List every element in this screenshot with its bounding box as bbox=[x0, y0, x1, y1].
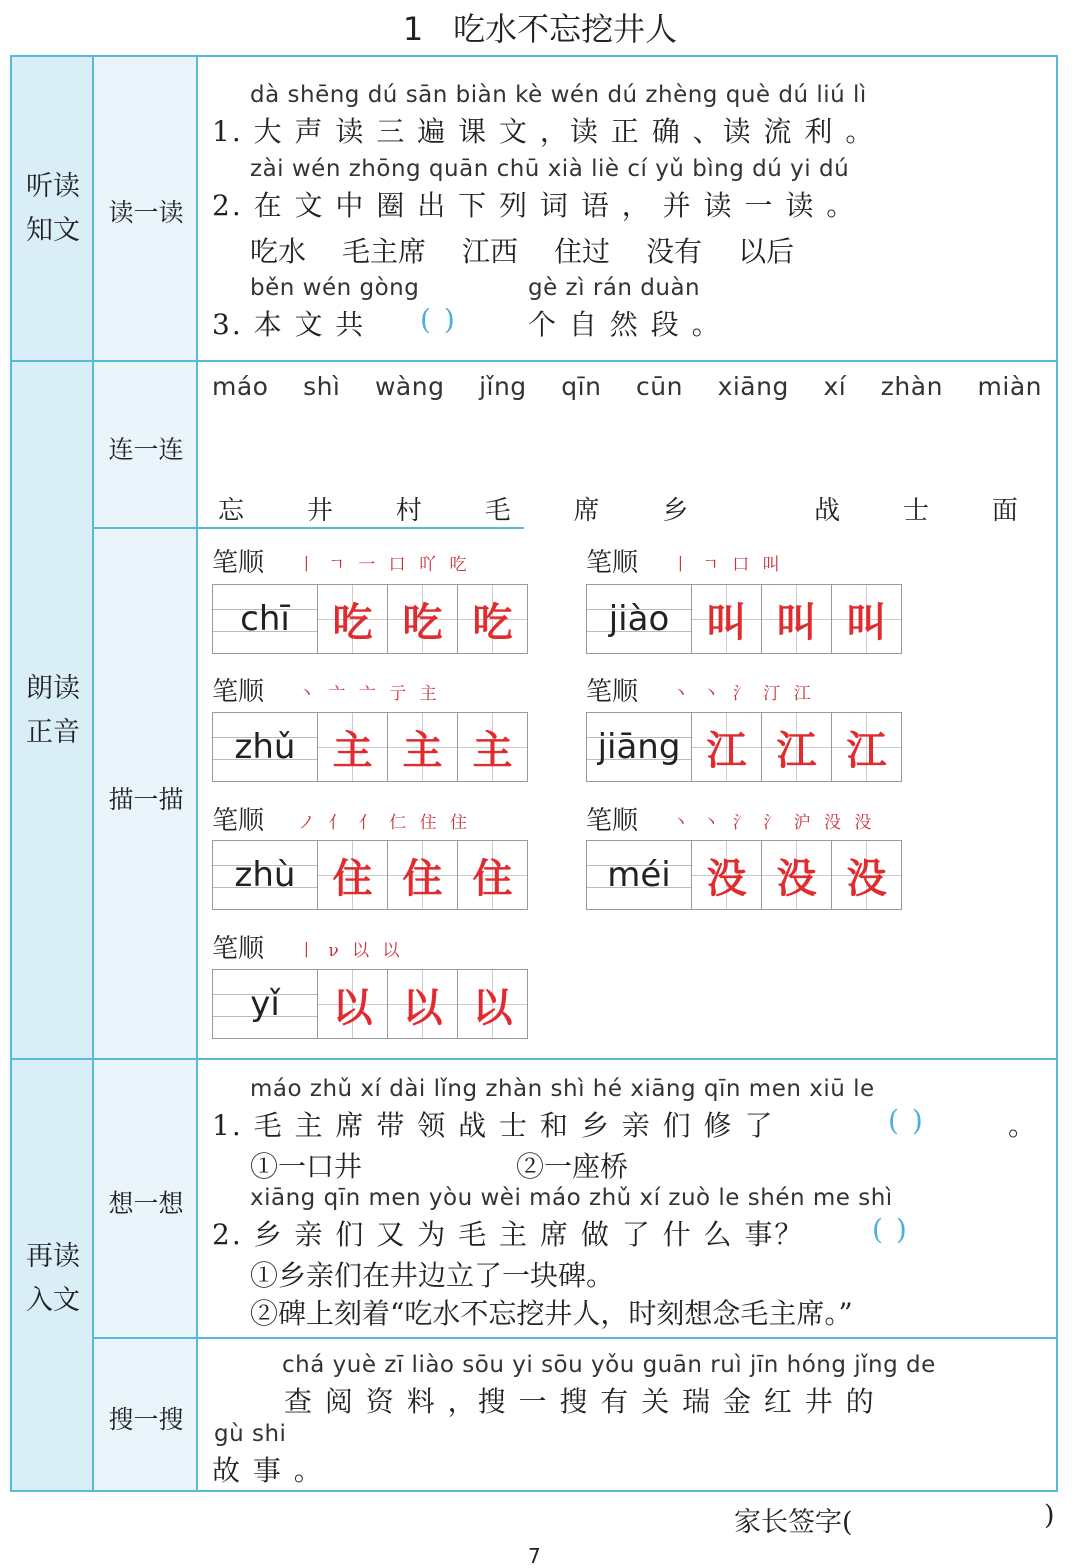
trace-char[interactable]: 住 bbox=[388, 841, 458, 909]
connect-pinyin[interactable]: miàn bbox=[977, 372, 1042, 401]
stroke-sequence: 丨 ν 以 以 bbox=[298, 941, 404, 961]
stroke-sequence: 丶 丶 氵 汀 江 bbox=[672, 684, 815, 704]
page-title bbox=[0, 4, 1080, 50]
stroke-label: 笔顺 bbox=[212, 548, 265, 578]
q2-pinyin: zài wén zhōng quān chū xià liè cí yǔ bìng dú yi dú bbox=[250, 156, 850, 182]
trace-char[interactable]: 住 bbox=[458, 841, 527, 909]
connect-pinyin[interactable]: xiāng bbox=[717, 372, 789, 401]
think-q1-blank[interactable]: ( ) bbox=[888, 1104, 925, 1137]
lesson-title: 吃水不忘挖井人 bbox=[453, 10, 678, 48]
connect-char[interactable]: 乡 bbox=[662, 496, 689, 526]
trace-char[interactable]: 吃 bbox=[458, 585, 527, 653]
trace-char[interactable]: 叫 bbox=[762, 585, 832, 653]
think-q2-text: 2. 乡 亲 们 又 为 毛 主 席 做 了 什 么 事？ bbox=[212, 1218, 805, 1251]
activity-column bbox=[94, 57, 198, 1490]
trace-pinyin: zhù bbox=[213, 841, 318, 909]
trace-char[interactable]: 江 bbox=[832, 713, 901, 781]
connect-char-row bbox=[218, 490, 1018, 527]
trace-char[interactable]: 吃 bbox=[318, 585, 388, 653]
think-q2-option-1[interactable]: ①乡亲们在井边立了一块碑。 bbox=[250, 1259, 615, 1292]
trace-char[interactable]: 主 bbox=[458, 713, 527, 781]
activity-search: 搜一搜 bbox=[108, 1405, 184, 1434]
trace-char[interactable]: 主 bbox=[388, 713, 458, 781]
word-item[interactable]: 住过 bbox=[554, 235, 611, 268]
connect-char[interactable]: 忘 bbox=[218, 496, 245, 526]
q3-text-b: 个 自 然 段 。 bbox=[528, 308, 722, 341]
think-q1-pinyin: máo zhǔ xí dài lǐng zhàn shì hé xiāng qīn men xiū le bbox=[250, 1076, 875, 1102]
connect-pinyin[interactable]: wàng bbox=[374, 372, 445, 401]
trace-grid bbox=[212, 969, 528, 1039]
section-label-pronounce: 朗读 正音 bbox=[26, 673, 80, 748]
trace-char[interactable]: 吃 bbox=[388, 585, 458, 653]
trace-char[interactable]: 以 bbox=[318, 970, 388, 1038]
q3-pinyin-a: běn wén gòng bbox=[250, 275, 420, 301]
trace-grid bbox=[212, 840, 528, 910]
trace-char[interactable]: 没 bbox=[692, 841, 762, 909]
connect-pinyin[interactable]: zhàn bbox=[880, 372, 943, 401]
connect-pinyin-row bbox=[212, 372, 1042, 401]
word-list bbox=[250, 230, 794, 270]
trace-char[interactable]: 住 bbox=[318, 841, 388, 909]
trace-pinyin: yǐ bbox=[213, 970, 318, 1038]
connect-pinyin[interactable]: máo bbox=[212, 372, 269, 401]
stroke-label: 笔顺 bbox=[212, 677, 265, 707]
think-q1-option-2[interactable]: ②一座桥 bbox=[516, 1150, 629, 1183]
activity-trace: 描一描 bbox=[108, 785, 184, 814]
connect-pinyin[interactable]: cūn bbox=[636, 372, 683, 401]
connect-char[interactable]: 席 bbox=[573, 496, 600, 526]
parent-signature-label: 家长签字( bbox=[734, 1507, 853, 1538]
connect-pinyin[interactable]: shì bbox=[303, 372, 341, 401]
q2-text: 2. 在 文 中 圈 出 下 列 词 语 ， 并 读 一 读 。 bbox=[212, 189, 857, 222]
word-item[interactable]: 江西 bbox=[462, 235, 519, 268]
search-pinyin-1: chá yuè zī liào sōu yi sōu yǒu guān ruì jīn hóng jǐng de bbox=[282, 1352, 936, 1378]
activity-read: 读一读 bbox=[108, 198, 184, 227]
divider-section-1 bbox=[12, 360, 1056, 362]
q1-text: 1. 大 声 读 三 遍 课 文 ，读 正 确 、读 流 利 。 bbox=[212, 115, 876, 148]
connect-char[interactable]: 士 bbox=[902, 496, 929, 526]
think-q2-blank[interactable]: ( ) bbox=[872, 1213, 909, 1246]
word-item[interactable]: 吃水 bbox=[250, 235, 307, 268]
trace-char[interactable]: 没 bbox=[832, 841, 901, 909]
think-q2-pinyin: xiāng qīn men yòu wèi máo zhǔ xí zuò le shén me shì bbox=[250, 1185, 893, 1211]
stroke-sequence: 丶 亠 亠 亍 主 bbox=[298, 684, 441, 704]
parent-signature-close: ) bbox=[1044, 1500, 1055, 1531]
word-item[interactable]: 以后 bbox=[738, 235, 795, 268]
trace-grid bbox=[212, 584, 528, 654]
trace-grid bbox=[586, 712, 902, 782]
think-q1-end: 。 bbox=[1008, 1109, 1039, 1142]
divider-section-2 bbox=[12, 1058, 1056, 1060]
connect-char[interactable]: 井 bbox=[306, 496, 333, 526]
connect-pinyin[interactable]: qīn bbox=[561, 372, 602, 401]
trace-char[interactable]: 以 bbox=[458, 970, 527, 1038]
connect-char[interactable]: 战 bbox=[814, 496, 841, 526]
trace-char[interactable]: 江 bbox=[762, 713, 832, 781]
think-q2-option-2[interactable]: ②碑上刻着“吃水不忘挖井人，时刻想念毛主席。” bbox=[250, 1297, 853, 1330]
search-text-1: 查 阅 资 料 ，搜 一 搜 有 关 瑞 金 红 井 的 bbox=[284, 1385, 876, 1418]
connect-char[interactable]: 村 bbox=[395, 496, 422, 526]
trace-char[interactable]: 以 bbox=[388, 970, 458, 1038]
trace-grid bbox=[586, 840, 902, 910]
q3-text-a: 3. 本 文 共 bbox=[212, 308, 366, 341]
stroke-label: 笔顺 bbox=[212, 806, 265, 836]
activity-connect: 连一连 bbox=[108, 435, 184, 464]
stroke-sequence: ノ 亻 亻 仁 住 住 bbox=[298, 813, 472, 833]
divider-connect bbox=[94, 527, 524, 529]
divider-think bbox=[94, 1337, 1056, 1339]
stroke-label: 笔顺 bbox=[212, 934, 265, 964]
connect-char[interactable]: 面 bbox=[991, 496, 1018, 526]
trace-pinyin: méi bbox=[587, 841, 692, 909]
think-q1-option-1[interactable]: ①一口井 bbox=[250, 1150, 363, 1183]
connect-pinyin[interactable]: xí bbox=[823, 372, 847, 401]
connect-char[interactable]: 毛 bbox=[484, 496, 511, 526]
word-item[interactable]: 毛主席 bbox=[342, 235, 427, 268]
word-item[interactable]: 没有 bbox=[646, 235, 703, 268]
trace-pinyin: jiāng bbox=[587, 713, 692, 781]
trace-grid bbox=[586, 584, 902, 654]
page-number: 7 bbox=[528, 1544, 541, 1568]
connect-pinyin[interactable]: jǐng bbox=[479, 372, 527, 401]
stroke-label: 笔顺 bbox=[586, 677, 639, 707]
trace-char[interactable]: 叫 bbox=[832, 585, 901, 653]
stroke-sequence: 丨 ㄱ 口 叫 bbox=[672, 555, 784, 575]
think-q1-text: 1. 毛 主 席 带 领 战 士 和 乡 亲 们 修 了 bbox=[212, 1109, 775, 1142]
trace-pinyin: zhǔ bbox=[213, 713, 318, 781]
q3-pinyin-b: gè zì rán duàn bbox=[528, 275, 701, 301]
search-text-2: 故 事 。 bbox=[212, 1454, 324, 1487]
trace-pinyin: jiào bbox=[587, 585, 692, 653]
section-label-listen: 听读 知文 bbox=[26, 171, 80, 246]
trace-char[interactable]: 主 bbox=[318, 713, 388, 781]
stroke-sequence: 丶 丶 氵 氵 沪 没 没 bbox=[672, 813, 876, 833]
stroke-label: 笔顺 bbox=[586, 548, 639, 578]
section-label-reread: 再读 入文 bbox=[26, 1241, 80, 1316]
q1-pinyin: dà shēng dú sān biàn kè wén dú zhèng què dú liú lì bbox=[250, 82, 867, 108]
trace-char[interactable]: 叫 bbox=[692, 585, 762, 653]
q3-blank[interactable]: ( ) bbox=[420, 303, 457, 336]
stroke-label: 笔顺 bbox=[586, 806, 639, 836]
trace-grid bbox=[212, 712, 528, 782]
trace-char[interactable]: 没 bbox=[762, 841, 832, 909]
trace-pinyin: chī bbox=[213, 585, 318, 653]
search-pinyin-2: gù shi bbox=[214, 1421, 287, 1447]
stroke-sequence: 丨 ㄱ 一 口 吖 吃 bbox=[298, 555, 471, 575]
lesson-number: 1 bbox=[402, 10, 424, 48]
trace-char[interactable]: 江 bbox=[692, 713, 762, 781]
activity-think: 想一想 bbox=[108, 1189, 184, 1218]
